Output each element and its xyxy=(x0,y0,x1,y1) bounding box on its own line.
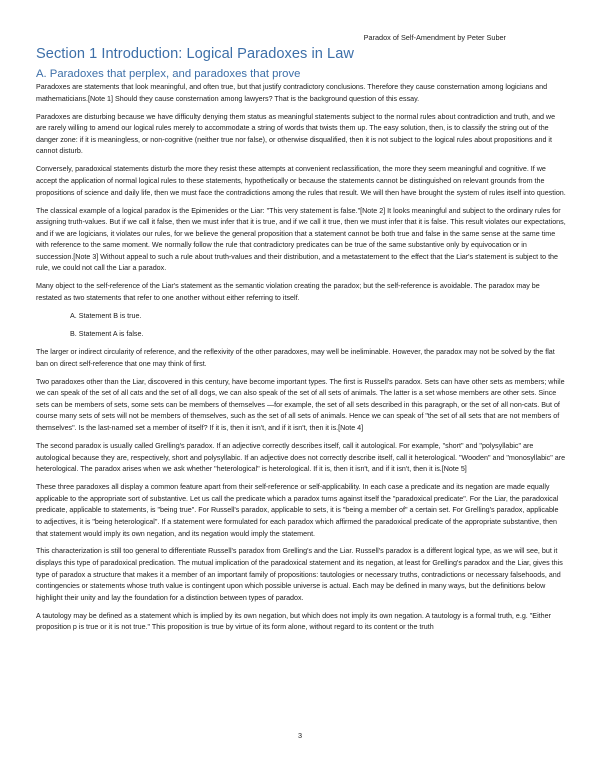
paragraph: Many object to the self-reference of the Liar's statement as the semantic violation creating the paradox; but the self-reference is avoidable. The paradox may be restated as two statements that refer to one another without either referring to itself. xyxy=(36,282,540,303)
page-content xyxy=(36,44,566,640)
paragraph: Paradoxes are statements that look meaningful, and often true, but that justify contradictory conclusions. Therefore they cause consternation among logicians and mathematicians.[Note 1] Should they cause consternation among lawyers? That is the background question of this essay. xyxy=(36,83,548,103)
paragraph: The second paradox is usually called Grelling's paradox. If an adjective correctly describes itself, call it autological. For example, "short" and "polysyllabic" are autological because they are, respectively, short and polysyllabic. If an adjective does not correctly describe itself, call it heterological. "Wooden" and "monosyllabic" are heterological. The paradox arises when we ask whether "heterological" is heterological. If it is, then it isn't, and if it isn't, then it is.[Note 5] xyxy=(36,441,566,474)
subsection-title: A. Paradoxes that perplex, and paradoxes that prove xyxy=(36,68,301,80)
paragraph: Paradoxes are disturbing because we have difficulty denying them status as meaningful statements subject to the normal rules about contradiction and truth, and we are rarely willing to amend our logical rules merely to accommodate a string of words that twists them up. The easy solution, then, is to classify the string out of the danger zone: if it is meaningless, or non-cognitive (neither true nor false), or otherwise disqualified, then it is not subject to the logical rules about propositions and it cannot disturb. xyxy=(36,112,556,156)
statement-a: A. Statement B is true. xyxy=(70,312,142,321)
paragraph: Two paradoxes other than the Liar, discovered in this century, have become important types. The first is Russell's paradox. Sets can have other sets as members; while we can speak of the set of all cats and the set of all dogs, we can also speak of the set of all sets of animals. The latter is a set whose members are other sets. Since sets can be members of sets, some sets can be members of themselves —for example, the set of all sets described in this paragraph, or the set of all non-cats. But of course many sets of sets will not be members of themselves, such as the set of all sets of animals. Hence we can speak of "the set of all sets that are not members of themselves". Is the last-named set a member of itself? If it is, then it isn't, and if it isn't, then it is.[Note 4] xyxy=(36,377,565,432)
paragraph: Conversely, paradoxical statements disturb the more they resist these attempts at convenient reclassification, the more they seem meaningful and cognitive. If we accept the application of normal logical rules to these statements, hypothetically or because the statements cannot be distinguished on relevant grounds from the propositions of science and daily life, then we must face the contradictions among the rules that result. We will then have brought the system of rules itself into question. xyxy=(36,165,566,197)
paragraph: The larger or indirect circularity of reference, and the reflexivity of the other paradoxes, may well be ineliminable. However, the paradox may not be solved by the flat ban on direct self-reference that one may think of first. xyxy=(36,348,555,368)
paragraph: These three paradoxes all display a common feature apart from their self-reference or self-applicability. In each case a predicate and its negation are made equally applicable to the appropriate sort of substantive. Let us call the predicate which a paradox turns against itself the "paradoxical predicate". For the Liar, the paradoxical predicate, applicable to statements, is "being true". For Russell's paradox, applicable to sets, it is "being a member of" a certain set. For Grelling's paradox, applicable to adjectives, it is "being heterological". If a statement were formulated for each paradox which affirmed the paradoxical predicate of the appropriate substantive, then that statement would imply its own negation, and its negation would imply the statement. xyxy=(36,483,559,538)
paragraph: A tautology may be defined as a statement which is implied by its own negation, but which does not imply its own negation. A tautology is a formal truth, e.g. "Either proposition p is true or it is not true." This proposition is true by virtue of its form alone, without regard to its content or the truth xyxy=(36,611,551,632)
paragraph: The classical example of a logical paradox is the Epimenides or the Liar: "This very statement is false."[Note 2] It looks meaningful and subject to the ordinary rules for assigning truth-values. But if we call it false, then we must infer that it is true, and if we call it true, then we must infer that it is false. This result violates our expectations, and if we are logicians, it violates our rules, for we believe the general proposition that a statement cannot be both true and false in the same sense at the same time with reference to the same moment. We normally follow the rule that contradictory predicates can be true of the same substantive only by equivocation or in succession.[Note 3] Without appeal to such a rule about truth-values and their distribution, and a metastatement to the effect that the Liar's statement is subject to the rule, we could not call the Liar a paradox. xyxy=(36,206,566,273)
page-number: 3 xyxy=(297,731,303,740)
running-header: Paradox of Self-Amendment by Peter Suber xyxy=(363,33,506,42)
section-title: Section 1 Introduction: Logical Paradoxes in Law xyxy=(36,46,354,62)
statement-b: B. Statement A is false. xyxy=(70,330,144,339)
paragraph: This characterization is still too general to differentiate Russell's paradox from Grelling's and the Liar. Russell's paradox is a different logical type, as we will see, but it displays this type of paradoxical predication. The mutual implication of the paradoxical statement and its negation, at least for Grelling's paradox and the Liar, gives this type of paradox a structure that makes it a member of an important family of propositions: tautologies or necessary truths, contradictions or necessary falsehoods, and contingencies or statements whose truth value is contingent upon which possible universe is actual. Each may be defined in many ways, but the definitions below highlight their unity and lay the foundation for a distinction between types of paradox. xyxy=(36,547,563,602)
